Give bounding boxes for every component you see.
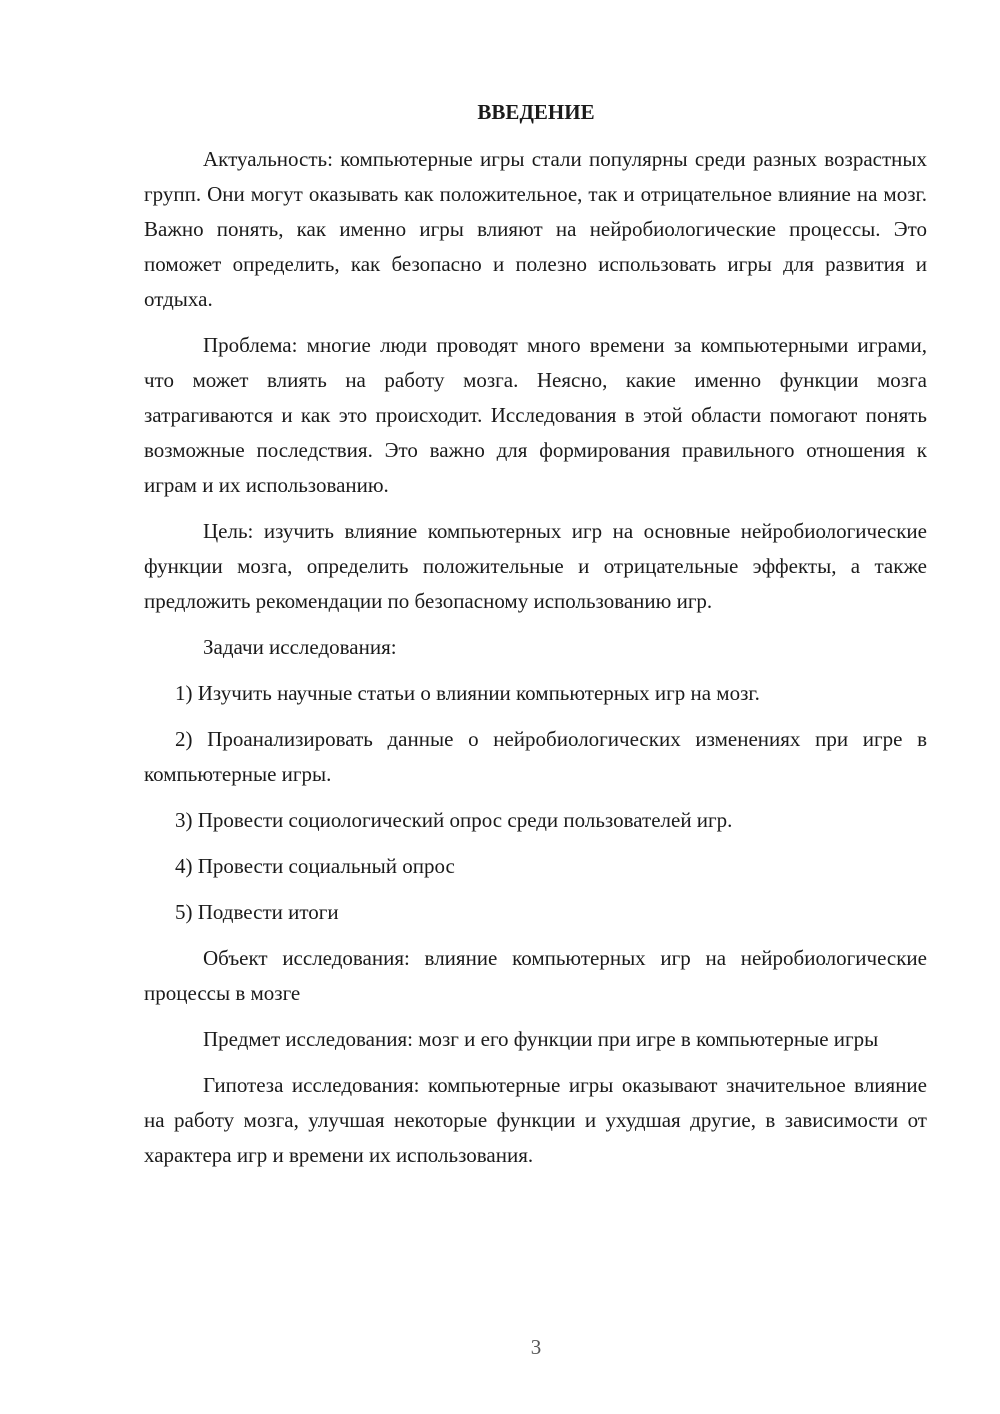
paragraph-hypothesis: Гипотеза исследования: компьютерные игры оказывают значительное влияние на работу мозга, улучшая некоторые функции и ухудшая другие, в зависимости от характера игр и времени их использования. (144, 1073, 927, 1167)
section-title: ВВЕДЕНИЕ (477, 100, 595, 124)
task-item-4: 4) Провести социальный опрос (175, 854, 455, 878)
paragraph-goal: Цель: изучить влияние компьютерных игр на основные нейробиологические функции мозга, определить положительные и отрицательные эффекты, а также предложить рекомендации по безопасному использованию игр. (144, 519, 927, 613)
paragraph-problem: Проблема: многие люди проводят много времени за компьютерными играми, что может влиять на работу мозга. Неясно, какие именно функции мозга затрагиваются и как это происходит. Исследования в этой области помогают понять возможные последствия. Это важно для формирования правильного отношения к играм и их использованию. (144, 333, 927, 497)
body-text (144, 142, 927, 1184)
paragraph-subject: Предмет исследования: мозг и его функции при игре в компьютерные игры (203, 1027, 879, 1051)
task-item-1: 1) Изучить научные статьи о влиянии компьютерных игр на мозг. (175, 681, 760, 705)
task-item-5: 5) Подвести итоги (175, 900, 339, 924)
page-number: 3 (530, 1335, 542, 1359)
paragraph-relevance: Актуальность: компьютерные игры стали популярны среди разных возрастных групп. Они могут оказывать как положительное, так и отрицательное влияние на мозг. Важно понять, как именно игры влияют на нейробиологические процессы. Это поможет определить, как безопасно и полезно использовать игры для развития и отдыха. (144, 147, 927, 311)
paragraph-object: Объект исследования: влияние компьютерных игр на нейробиологические процессы в мозге (144, 946, 927, 1005)
task-item-3: 3) Провести социологический опрос среди пользователей игр. (175, 808, 733, 832)
paragraph-tasks-heading: Задачи исследования: (203, 635, 397, 659)
task-item-2: 2) Проанализировать данные о нейробиологических изменениях при игре в компьютерные игры. (144, 727, 927, 786)
